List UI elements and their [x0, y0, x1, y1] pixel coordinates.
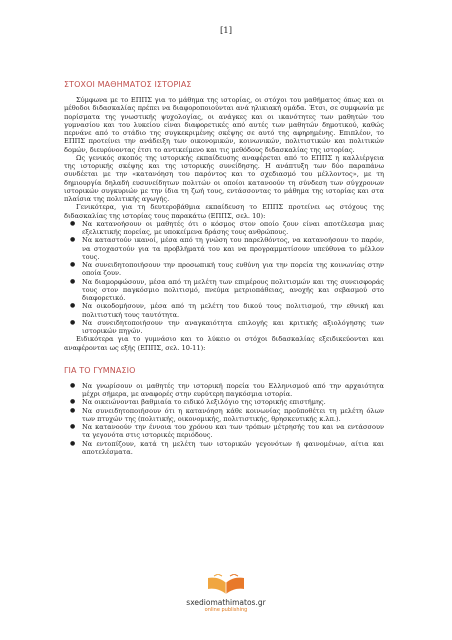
bullet-icon: ●	[70, 277, 76, 285]
list-item-text: Να συνειδητοποιήσουν την αναγκαιότητα επιλογής και κριτικής αξιολόγησης των ιστορικών πηγών.	[82, 318, 384, 335]
paragraph: Σύμφωνα με το ΕΠΠΣ για το μάθημα της ιστορίας, οι στόχοι του μαθήματος όπως και οι μέθοδοι διδασκαλίας πρέπει να διαφοροποιούνται ανά ηλικιακή ομάδα. Έτσι, σε συμφωνία με πορίσματα της γνωστικής ψυχολογίας, οι ανάγκες και οι ικανότητες των μαθητών του γυμνασίου και του λυκείου είναι διαφορετικές από αυτές των μαθητών δημοτικού, καθώς περνάνε από το στάδιο της συγκεκριμένης σκέψης σε αυτό της αφηρημένης. Επιπλέον, το ΕΠΠΣ προτείνει την ανάδειξη των οικονομικών, κοινωνικών, πολιτιστικών και πολιτικών δομών, διευρύνοντας έτσι το αντικείμενο και τις μεθόδους διδασκαλίας της ιστορίας.	[64, 96, 384, 154]
bullet-icon: ●	[70, 219, 76, 227]
list-item	[64, 440, 384, 457]
list-item	[64, 398, 384, 406]
list-item-text: Να καταστούν ικανοί, μέσα από τη γνώση του παρελθόντος, να κατανοήσουν το παρόν, να στοχαστούν για τα προβλήματά του και να προγραμματίσουν υπεύθυνα το μέλλον τους.	[82, 236, 384, 261]
brand-tagline: online publishing	[204, 607, 248, 613]
document-body	[64, 80, 384, 456]
list-item-text: Να συνειδητοποιήσουν την προσωπική τους ευθύνη για την πορεία της κοινωνίας στην οποία ζουν.	[82, 261, 384, 278]
list-item	[64, 220, 384, 237]
list-item-text: Να εντοπίζουν, κατά τη μελέτη των ιστορικών γεγονότων ή φαινομένων, αίτια και αποτελέσματα.	[82, 439, 384, 456]
list-item	[64, 423, 384, 440]
brand-name: sxediomathimatos.gr	[186, 598, 266, 607]
bullet-icon: ●	[70, 439, 76, 447]
bullet-icon: ●	[70, 318, 76, 326]
list-item-text: Να συνειδητοποιήσουν ότι η κατανόηση κάθε κοινωνίας προϋποθέτει τη μελέτη όλων των πτυχών της (πολιτικής, οικονομικής, πολιτιστικής, θρησκευτικής κ.λπ.).	[82, 406, 384, 423]
list-item	[64, 382, 384, 399]
paragraph: Ως γενικός σκοπός της ιστορικής εκπαίδευσης αναφέρεται από το ΕΠΠΣ η καλλιέργεια της ιστορικής σκέψης και της ιστορικής συνείδησης. Η ανάπτυξη των δύο παραπάνω συνδέεται με την «κατανόηση του παρόντος και το σχεδιασμό του μέλλοντος», με τη δημιουργία δηλαδή ευσυνείδητων πολιτών οι οποίοι κατανοούν τη σύνδεση των σύγχρονων ιστορικών συγκυριών με την ίδια τη ζωή τους, εντάσσοντας το μάθημα της ιστορίας και στα πλαίσια της πολιτικής αγωγής.	[64, 153, 384, 203]
list-item	[64, 261, 384, 278]
open-book-icon	[206, 574, 246, 596]
list-item	[64, 407, 384, 424]
list-item-text: Να κατανοήσουν οι μαθητές ότι ο κόσμος στον οποίο ζουν είναι αποτέλεσμα μιας εξελικτικής πορείας, με υποκείμενα δράσης τους ανθρώπους.	[82, 219, 384, 236]
bullet-icon: ●	[70, 302, 76, 310]
gymnasium-goals-list	[64, 382, 384, 456]
list-item-text: Να διαμορφώσουν, μέσα από τη μελέτη των επιμέρους πολιτισμών και της συνεισφοράς τους στον παγκόσμιο πολιτισμό, πνεύμα μετριοπάθειας, ανοχής και σεβασμού στο διαφορετικό.	[82, 277, 384, 302]
goals-list	[64, 220, 384, 336]
list-item-text: Να κατανοούν την έννοια του χρόνου και των τρόπων μέτρησής του και να εντάσσουν τα γεγονότα στις ιστορικές περιόδους.	[82, 423, 384, 440]
list-item	[64, 302, 384, 319]
paragraph: Γενικότερα, για τη δευτεροβάθμια εκπαίδευση το ΕΠΠΣ προτείνει ως στόχους της διδασκαλίας της ιστορίας τους παρακάτω (ΕΠΠΣ, σελ. 10):	[64, 203, 384, 220]
list-item-text: Να οικειώνονται βαθμιαία το ειδικό λεξιλόγιο της ιστορικής επιστήμης.	[82, 398, 326, 407]
list-item	[64, 278, 384, 303]
list-item-text: Να οικοδομήσουν, μέσα από τη μελέτη του δικού τους πολιτισμού, την εθνική και πολιτιστική τους ταυτότητα.	[82, 302, 384, 319]
list-item-text: Να γνωρίσουν οι μαθητές την ιστορική πορεία του Ελληνισμού από την αρχαιότητα μέχρι σήμερα, με αναφορές στην ευρύτερη παγκόσμια ιστορία.	[82, 381, 384, 398]
bullet-icon: ●	[70, 236, 76, 244]
section-title-gymnasium: ΓΙΑ ΤΟ ΓΥΜΝΑΣΙΟ	[64, 365, 136, 375]
section-title-history-goals: ΣΤΟΧΟΙ ΜΑΘΗΜΑΤΟΣ ΙΣΤΟΡΙΑΣ	[64, 80, 192, 89]
bullet-icon: ●	[70, 406, 76, 414]
bullet-icon: ●	[70, 423, 76, 430]
page-number: [1]	[219, 26, 233, 36]
list-item	[64, 319, 384, 336]
bullet-icon: ●	[70, 381, 76, 389]
publisher-logo	[0, 574, 452, 614]
list-item	[64, 236, 384, 261]
paragraph: Ειδικότερα για το γυμνάσιο και το λύκειο οι στόχοι διδασκαλίας εξειδικεύονται και αναφέρονται ως εξής (ΕΠΠΣ, σελ. 10-11):	[64, 335, 384, 352]
bullet-icon: ●	[70, 261, 76, 268]
bullet-icon: ●	[70, 398, 76, 406]
